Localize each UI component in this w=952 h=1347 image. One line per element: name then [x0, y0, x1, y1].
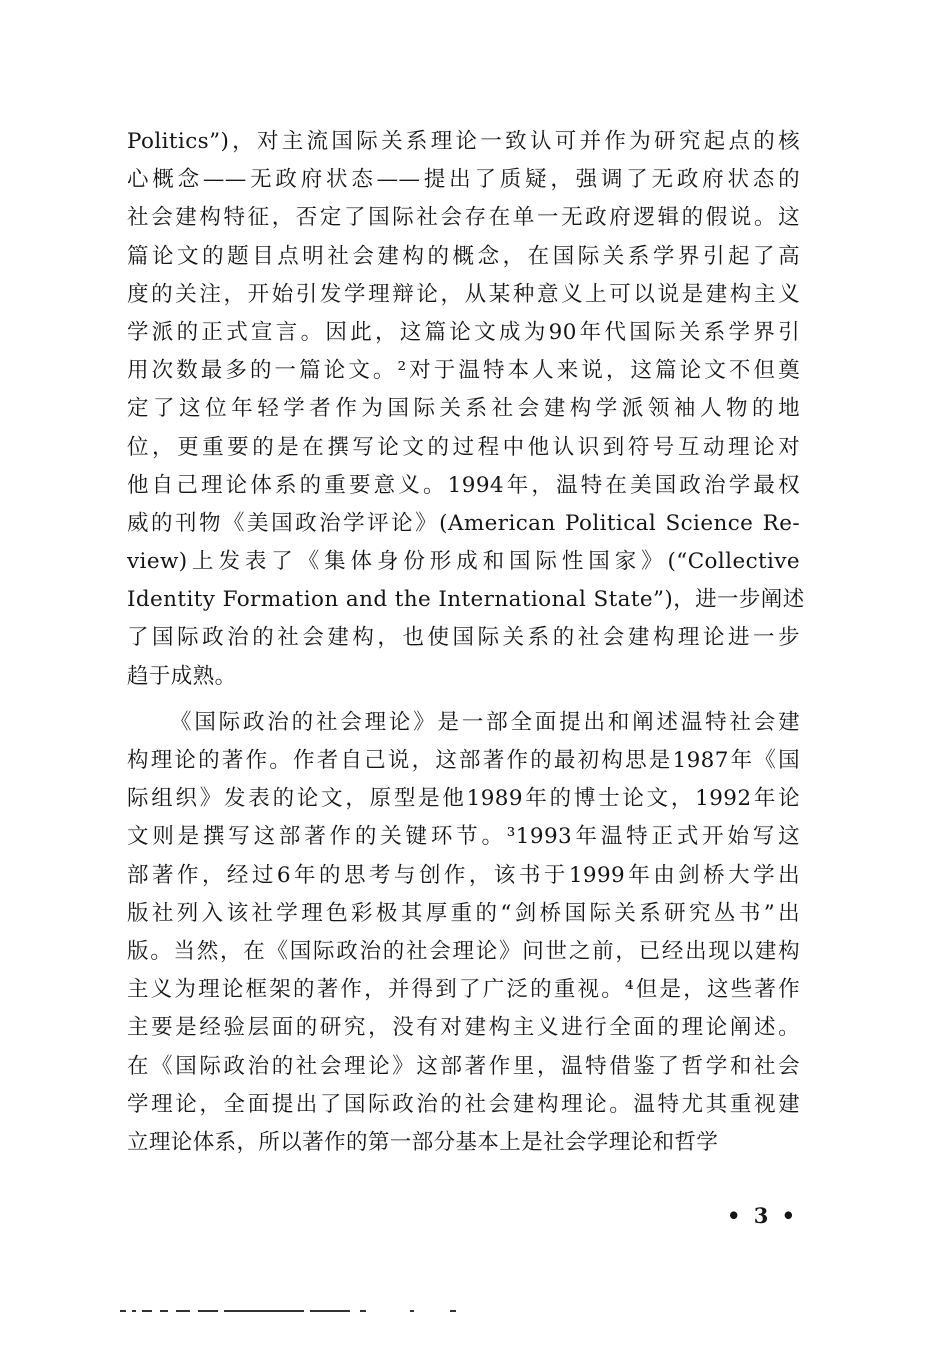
paragraph	[127, 704, 800, 1162]
text-line: 部著作，经过6年的思考与创作，该书于1999年由剑桥大学出	[127, 862, 800, 888]
text-line: 社会建构特征，否定了国际社会存在单一无政府逻辑的假说。这	[127, 205, 800, 231]
text-line: 了国际政治的社会建构，也使国际关系的社会建构理论进一步	[127, 625, 800, 651]
page-number: • 3 •	[727, 1203, 799, 1228]
text-line: 立理论体系，所以著作的第一部分基本上是社会学理论和哲学	[127, 1129, 719, 1155]
text-line: 文则是撰写这部著作的关键环节。³1993年温特正式开始写这	[127, 824, 800, 850]
text-line: Identity Formation and the International State”)，进一步阐述	[127, 587, 805, 613]
text-line: 在《国际政治的社会理论》这部著作里，温特借鉴了哲学和社会	[127, 1053, 800, 1079]
text-line: 威的刊物《美国政治学评论》(American Political Science Re-	[127, 510, 800, 536]
text-line: 用次数最多的一篇论文。²对于温特本人来说，这篇论文不但奠	[127, 358, 800, 384]
paragraph	[127, 123, 805, 696]
text-line: 心概念——无政府状态——提出了质疑，强调了无政府状态的	[127, 167, 800, 193]
text-line: 版社列入该社学理色彩极其厚重的“剑桥国际关系研究丛书”出	[127, 900, 800, 926]
text-line: 版。当然，在《国际政治的社会理论》问世之前，已经出现以建构	[127, 938, 800, 964]
scan-artifact-marks	[120, 1310, 460, 1314]
text-line: 学派的正式宣言。因此，这篇论文成为90年代国际关系学界引	[127, 319, 800, 345]
text-line: 度的关注，开始引发学理辩论，从某种意义上可以说是建构主义	[127, 281, 800, 307]
text-line: 趋于成熟。	[127, 663, 237, 689]
body-text	[127, 123, 805, 1162]
text-line: 篇论文的题目点明社会建构的概念，在国际关系学界引起了高	[127, 243, 800, 269]
text-line: view)上发表了《集体身份形成和国际性国家》(“Collective	[127, 549, 800, 575]
text-line: 《国际政治的社会理论》是一部全面提出和阐述温特社会建	[170, 709, 800, 735]
text-line: 位，更重要的是在撰写论文的过程中他认识到符号互动理论对	[127, 434, 800, 460]
text-line: 主要是经验层面的研究，没有对建构主义进行全面的理论阐述。	[127, 1015, 800, 1041]
text-line: Politics”)，对主流国际关系理论一致认可并作为研究起点的核	[127, 129, 800, 154]
text-line: 定了这位年轻学者作为国际关系社会建构学派领袖人物的地	[127, 396, 800, 422]
text-line: 际组织》发表的论文，原型是他1989年的博士论文，1992年论	[127, 786, 800, 812]
text-line: 构理论的著作。作者自己说，这部著作的最初构思是1987年《国	[127, 748, 800, 773]
text-line: 学理论，全面提出了国际政治的社会建构理论。温特尤其重视建	[127, 1091, 800, 1117]
text-line: 主义为理论框架的著作，并得到了广泛的重视。⁴但是，这些著作	[127, 977, 800, 1003]
text-line: 他自己理论体系的重要意义。1994年，温特在美国政治学最权	[127, 472, 800, 498]
